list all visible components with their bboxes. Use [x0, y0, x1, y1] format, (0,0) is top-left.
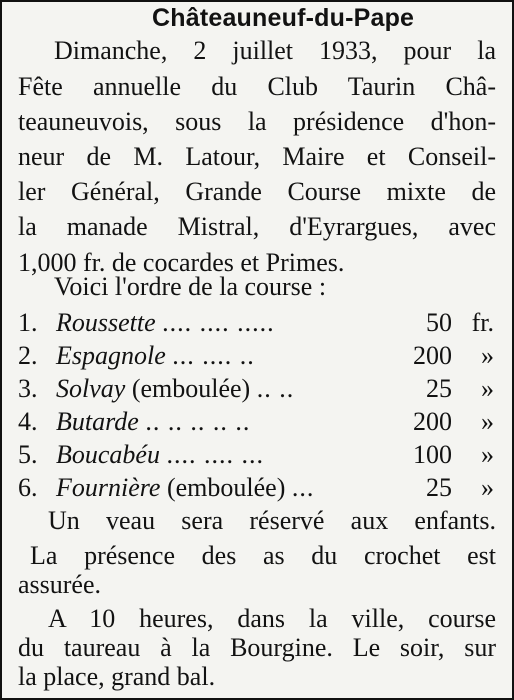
item-name: Butarde .. .. .. .. ..	[56, 407, 251, 436]
intro-line-6: la manade Mistral, d'Eyrargues, avec	[18, 212, 496, 241]
item-number: 4.	[18, 407, 38, 436]
closing-line-3: assurée.	[18, 570, 102, 599]
item-name: Boucabéu .... .... ...	[56, 440, 264, 469]
item-amount: 100	[413, 440, 452, 469]
item-number: 3.	[18, 374, 38, 403]
item-amount: 25	[426, 473, 452, 502]
intro-line-7: 1,000 fr. de cocardes et Primes.	[18, 248, 345, 277]
item-number: 2.	[18, 341, 38, 370]
item-unit: »	[481, 440, 494, 469]
course-item	[18, 475, 494, 507]
item-amount: 200	[413, 341, 452, 370]
closing-line-5: du taureau à la Bourgine. Le soir, sur	[18, 633, 496, 662]
order-heading: Voici l'ordre de la course :	[54, 272, 327, 301]
item-name: Solvay (emboulée) .. ..	[56, 374, 295, 403]
article-title: Châteauneuf-du-Pape	[152, 4, 415, 32]
item-amount: 50	[426, 308, 452, 337]
intro-line-1: Dimanche, 2 juillet 1933, pour la	[54, 36, 496, 65]
item-unit: »	[481, 473, 494, 502]
course-item	[18, 343, 494, 375]
intro-line-4: neur de M. Latour, Maire et Conseil-	[18, 142, 496, 171]
closing-line-4: A 10 heures, dans la ville, course	[48, 604, 496, 633]
item-number: 6.	[18, 473, 38, 502]
item-unit: »	[481, 341, 494, 370]
item-number: 5.	[18, 440, 38, 469]
item-unit: fr.	[471, 308, 494, 337]
course-item	[18, 409, 494, 441]
item-amount: 200	[413, 407, 452, 436]
intro-line-5: ler Général, Grande Course mixte de	[18, 177, 496, 206]
item-unit: »	[481, 407, 494, 436]
course-item	[18, 376, 494, 408]
item-name: Espagnole ... .... ..	[56, 341, 255, 370]
item-name: Roussette .... .... .....	[56, 308, 275, 337]
item-amount: 25	[426, 374, 452, 403]
item-name: Fournière (emboulée) ...	[56, 473, 315, 502]
intro-line-2: Fête annuelle du Club Taurin Châ-	[18, 72, 496, 101]
closing-line-1: Un veau sera réservé aux enfants.	[48, 506, 496, 535]
closing-line-2: La présence des as du crochet est	[30, 541, 496, 570]
course-item	[18, 310, 494, 342]
intro-line-3: teauneuvois, sous la présidence d'hon-	[18, 107, 496, 136]
closing-line-6: la place, grand bal.	[18, 662, 216, 691]
item-unit: »	[481, 374, 494, 403]
course-item	[18, 442, 494, 474]
item-number: 1.	[18, 308, 38, 337]
